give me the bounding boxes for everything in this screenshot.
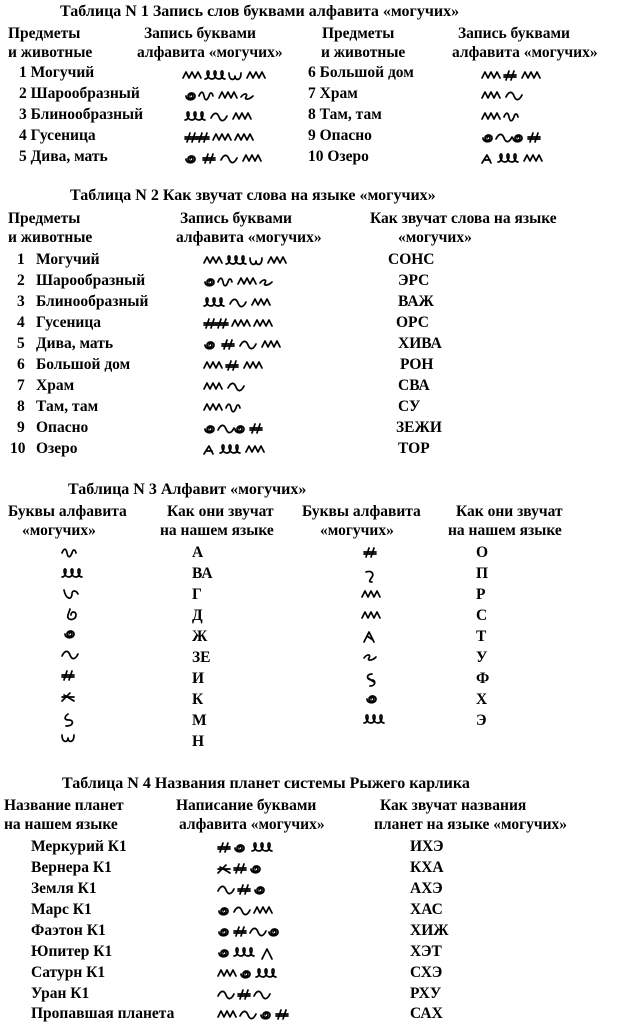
- table2-row-word: Храм: [36, 377, 75, 394]
- table3-sound-right: С: [476, 607, 488, 624]
- table3-header-letters-right-line1: Буквы алфавита: [302, 503, 421, 520]
- table2-header-subjects-line2: и животные: [8, 229, 93, 246]
- table3-sound-right: Т: [476, 628, 487, 645]
- table2-row-number: 4: [17, 314, 25, 331]
- table2-row-word: Озеро: [36, 440, 78, 457]
- table4-header-name-line2: на нашем языке: [4, 816, 118, 833]
- table3-header-letters-right-line2: «могучих»: [320, 522, 394, 539]
- table1-row-right: 7 Храм: [308, 85, 358, 102]
- table1-row-right: 6 Большой дом: [308, 64, 414, 81]
- table4-header-sound-line2: планет на языке «могучих»: [374, 816, 568, 833]
- table2-row-sound: СВА: [398, 377, 430, 394]
- table2-row-word: Могучий: [36, 251, 100, 268]
- table4-header-write-line2: алфавита «могучих»: [179, 816, 325, 833]
- table2-row-sound: СОНС: [388, 251, 435, 268]
- table2-row-sound: СУ: [398, 398, 421, 415]
- table4-row-sound: ХЭТ: [410, 943, 442, 960]
- table3-header-sound-line2: на нашем языке: [160, 522, 274, 539]
- table1-header-subjects-right-line1: Предметы: [322, 25, 395, 42]
- table4-row-name: Сатурн К1: [31, 964, 106, 981]
- table4-row-sound: ИХЭ: [410, 838, 444, 855]
- table3-sound-left: М: [192, 712, 207, 729]
- table1-row-left: 4 Гусеница: [19, 127, 96, 144]
- table4-row-name: Пропавшая планета: [31, 1005, 175, 1022]
- table2-row-number: 1: [17, 251, 25, 268]
- table1-header-subjects-line1: Предметы: [8, 25, 81, 42]
- table2-row-number: 3: [17, 293, 25, 310]
- table3-sound-left: А: [192, 544, 204, 561]
- table4-row-name: Фаэтон К1: [31, 922, 106, 939]
- table2-row-word: Шарообразный: [36, 272, 146, 289]
- table2-row-number: 7: [17, 377, 25, 394]
- table4-title: Таблица N 4 Названия планет системы Рыжего карлика: [62, 775, 470, 792]
- table2-row-sound: ВАЖ: [398, 293, 434, 310]
- table4-row-name: Меркурий К1: [31, 838, 127, 855]
- table2-row-word: Блинообразный: [36, 293, 149, 310]
- table2-row-word: Там, там: [36, 398, 99, 415]
- table2-header-record-line1: Запись буквами: [180, 210, 292, 227]
- table4-row-name: Юпитер К1: [31, 943, 113, 960]
- table2-row-number: 6: [17, 356, 25, 373]
- table2-header-sound-line2: «могучих»: [398, 229, 472, 246]
- table4-row-sound: ХАС: [410, 901, 443, 918]
- table4-header-write-line1: Написание буквами: [176, 797, 317, 814]
- table1-row-left: 2 Шарообразный: [19, 85, 140, 102]
- table1-row-left: 5 Дива, мать: [19, 148, 108, 165]
- table2-row-sound: ЗЕЖИ: [396, 419, 442, 436]
- table4-row-sound: СХЭ: [410, 964, 443, 981]
- table2-title: Таблица N 2 Как звучат слова на языке «могучих»: [70, 187, 436, 204]
- table3-sound-right: Ф: [476, 670, 490, 687]
- table2-row-sound: ЭРС: [398, 272, 430, 289]
- table3-header-sound-right-line1: Как они звучат: [456, 503, 563, 520]
- table4-header-sound-line1: Как звучат названия: [380, 797, 527, 814]
- table2-row-number: 2: [17, 272, 25, 289]
- table1-header-record-right-line1: Запись буквами: [458, 25, 570, 42]
- table3-sound-left: И: [192, 670, 205, 687]
- table3-header-sound-line1: Как они звучат: [167, 503, 274, 520]
- table2-row-word: Гусеница: [36, 314, 102, 331]
- table1-header-subjects-line2: и животные: [8, 44, 93, 61]
- table1-row-right: 9 Опасно: [308, 127, 372, 144]
- table2-header-sound-line1: Как звучат слова на языке: [370, 210, 557, 227]
- table1-title: Таблица N 1 Запись слов буквами алфавита «могучих»: [60, 3, 460, 20]
- table2-header-subjects-line1: Предметы: [8, 210, 81, 227]
- table3-sound-right: Р: [476, 586, 486, 603]
- table3-sound-left: Ж: [192, 628, 208, 645]
- table3-sound-right: П: [476, 565, 489, 582]
- table2-row-sound: ТОР: [398, 440, 430, 457]
- table2-row-sound: ХИВА: [398, 335, 442, 352]
- table2-row-sound: РОН: [400, 356, 434, 373]
- table3-sound-left: Н: [192, 733, 205, 750]
- table1-row-left: 1 Могучий: [19, 64, 95, 81]
- table2-row-number: 9: [17, 419, 25, 436]
- table2-row-word: Дива, мать: [36, 335, 114, 352]
- table2-row-number: 8: [17, 398, 25, 415]
- table3-sound-right: Х: [476, 691, 488, 708]
- table3-sound-left: ВА: [192, 565, 213, 582]
- table3-sound-right: Э: [476, 712, 487, 729]
- table1-row-right: 8 Там, там: [308, 106, 382, 123]
- table2-row-word: Опасно: [36, 419, 89, 436]
- table3-sound-left: ЗЕ: [192, 649, 211, 666]
- table2-row-sound: ОРС: [396, 314, 429, 331]
- table3-header-letters-line1: Буквы алфавита: [8, 503, 127, 520]
- table4-row-sound: КХА: [410, 859, 444, 876]
- table3-sound-left: Д: [192, 607, 203, 624]
- table3-header-letters-line2: «могучих»: [22, 522, 96, 539]
- table2-row-number: 5: [17, 335, 25, 352]
- table4-row-name: Уран К1: [31, 985, 90, 1002]
- table4-row-name: Земля К1: [31, 880, 97, 897]
- table2-row-number: 10: [10, 440, 26, 457]
- table4-row-name: Вернера К1: [31, 859, 112, 876]
- table1-header-subjects-right-line2: и животные: [321, 44, 406, 61]
- table3-sound-right: У: [476, 649, 488, 666]
- table4-header-name-line1: Название планет: [4, 797, 124, 814]
- table4-row-sound: АХЭ: [410, 880, 443, 897]
- table1-header-record-line2: алфавита «могучих»: [137, 44, 283, 61]
- table3-sound-left: К: [192, 691, 204, 708]
- table3-sound-right: О: [476, 544, 489, 561]
- table4-row-name: Марс К1: [31, 901, 92, 918]
- table1-row-left: 3 Блинообразный: [19, 106, 144, 123]
- table4-row-sound: ХИЖ: [410, 922, 449, 939]
- table1-header-record-line1: Запись буквами: [144, 25, 256, 42]
- table2-row-word: Большой дом: [36, 356, 131, 373]
- table4-row-sound: РХУ: [410, 985, 442, 1002]
- table3-title: Таблица N 3 Алфавит «могучих»: [68, 481, 307, 498]
- table4-row-sound: САХ: [410, 1005, 443, 1022]
- table2-header-record-line2: алфавита «могучих»: [176, 229, 322, 246]
- table3-header-sound-right-line2: на нашем языке: [448, 522, 562, 539]
- table3-sound-left: Г: [192, 586, 202, 603]
- table1-header-record-right-line2: алфавита «могучих»: [452, 44, 598, 61]
- table1-row-right: 10 Озеро: [308, 148, 369, 165]
